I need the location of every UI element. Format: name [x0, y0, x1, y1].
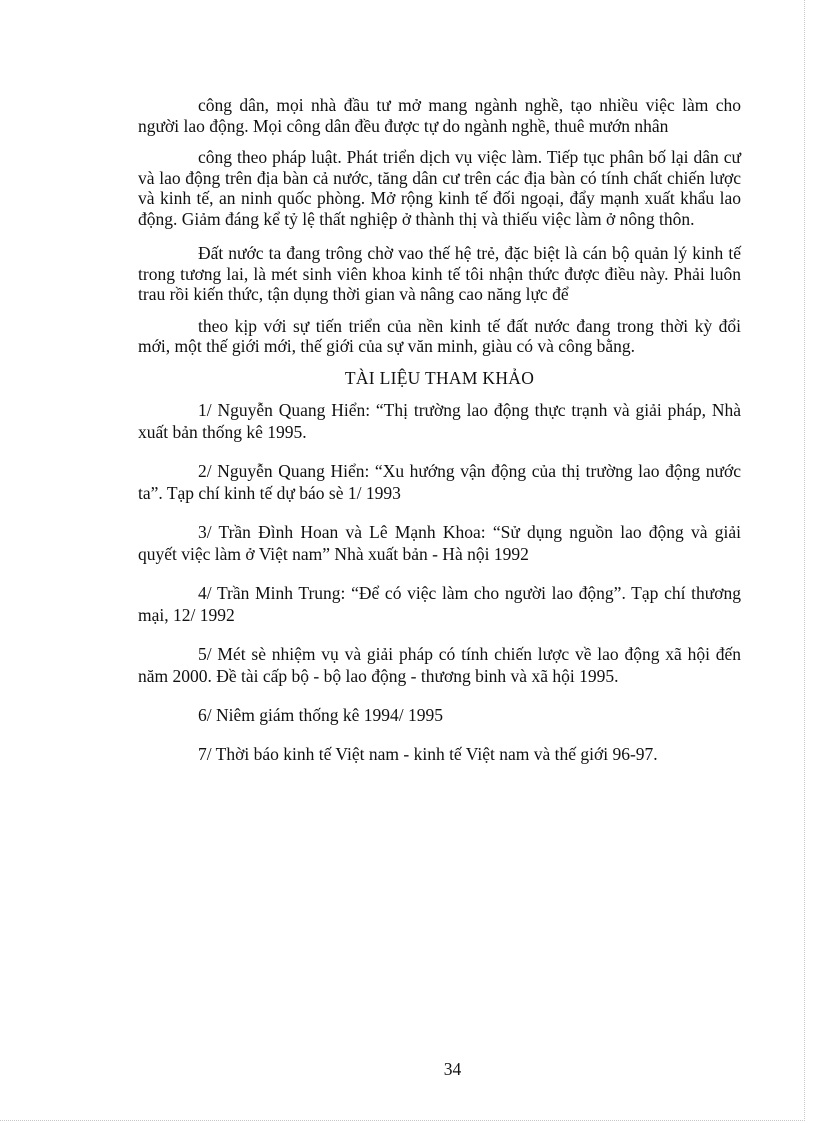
body-paragraph-1: công dân, mọi nhà đầu tư mở mang ngành nghề, tạo nhiều việc làm cho người lao động. Mọi công dân đều được tự do ngành nghề, thuê mướn nhân: [138, 95, 741, 136]
reference-item-7: 7/ Thời báo kinh tế Việt nam - kinh tế Việt nam và thế giới 96-97.: [198, 744, 658, 764]
reference-item-3: 3/ Trần Đình Hoan và Lê Mạnh Khoa: “Sử dụng nguồn lao động và giải quyết việc làm ở Việt nam” Nhà xuất bản - Hà nội 1992: [138, 522, 741, 564]
reference-item-6: 6/ Niêm giám thống kê 1994/ 1995: [198, 705, 443, 725]
references-heading: TÀI LIỆU THAM KHẢO: [344, 367, 535, 388]
body-paragraph-3: Đất nước ta đang trông chờ vao thế hệ trẻ, đặc biệt là cán bộ quản lý kinh tế trong tương lai, là mét sinh viên khoa kinh tế tôi nhận thức được điều này. Phải luôn trau rồi kiến thức, tận dụng thời gian và nâng cao năng lực để: [138, 243, 741, 304]
reference-item-4: 4/ Trần Minh Trung: “Để có việc làm cho người lao động”. Tạp chí thương mại, 12/ 1992: [138, 583, 741, 625]
reference-item-1: 1/ Nguyễn Quang Hiển: “Thị trường lao động thực trạnh và giải pháp, Nhà xuất bản thống kê 1995.: [138, 400, 741, 442]
body-paragraph-4: theo kịp với sự tiến triển của nền kinh tế đất nước đang trong thời kỳ đổi mới, một thế giới mới, thế giới của sự văn minh, giàu có và công bằng.: [138, 315, 741, 356]
reference-item-5: 5/ Mét sè nhiệm vụ và giải pháp có tính chiến lược về lao động xã hội đến năm 2000. Đề tài cấp bộ - bộ lao động - thương binh và xã hội 1995.: [138, 644, 741, 686]
body-paragraph-2: công theo pháp luật. Phát triển dịch vụ việc làm. Tiếp tục phân bố lại dân cư và lao động trên địa bàn cả nước, tăng dân cư trên các địa bàn có tính chất chiến lược và kinh tế, an ninh quốc phòng. Mở rộng kinh tế đối ngoại, đẩy mạnh xuất khẩu lao động. Giảm đáng kể tỷ lệ thất nghiệp ở thành thị và thiếu việc làm ở nông thôn.: [138, 147, 741, 229]
reference-item-2: 2/ Nguyễn Quang Hiển: “Xu hướng vận động của thị trường lao động nước ta”. Tạp chí kinh tế dự báo sè 1/ 1993: [138, 461, 741, 503]
page-number: 34: [443, 1059, 462, 1079]
document-body: [138, 95, 741, 782]
